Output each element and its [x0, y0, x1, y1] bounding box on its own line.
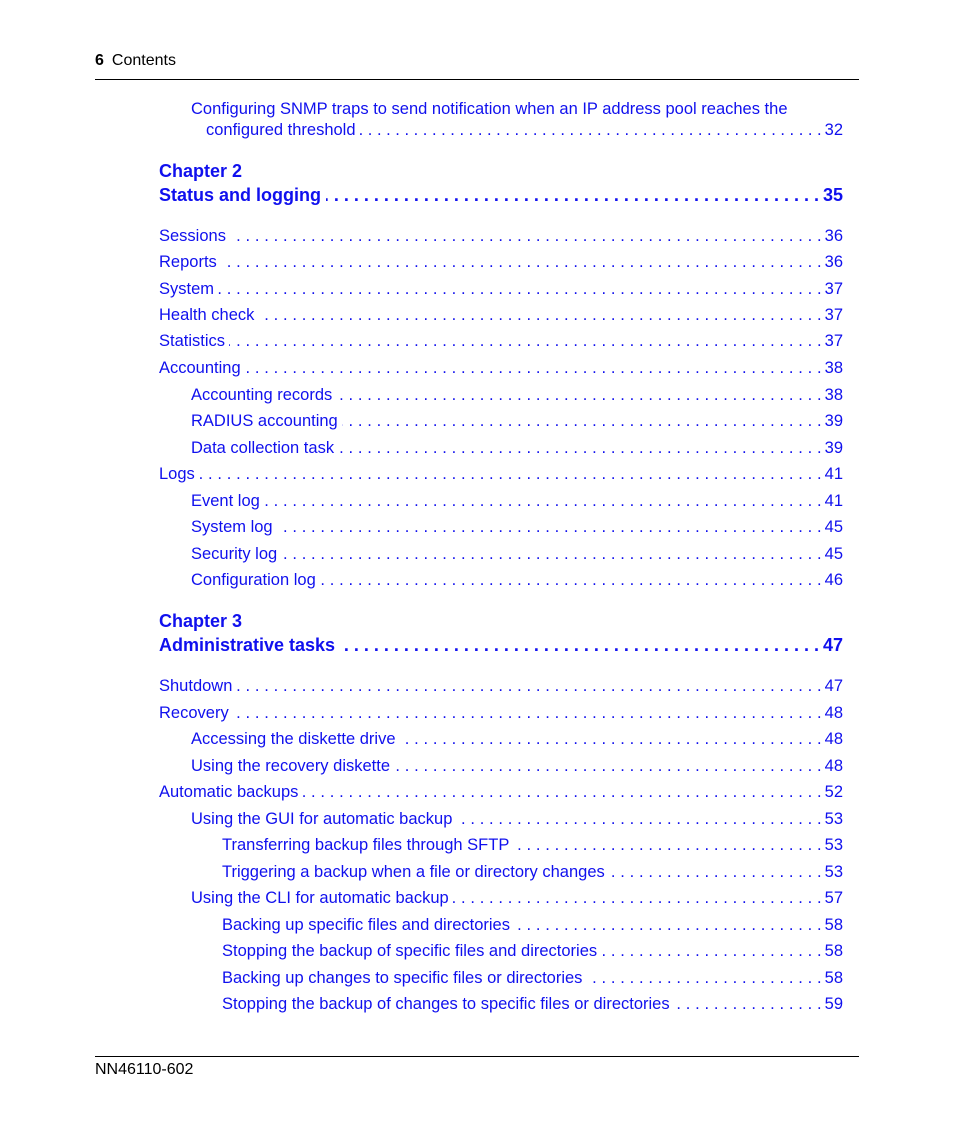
toc-entry-page: 37 [824, 280, 843, 298]
dot-leader [326, 184, 819, 206]
dot-leader [233, 703, 822, 723]
dot-leader [340, 634, 819, 656]
toc-entry-page: 58 [824, 942, 843, 960]
toc-entry-title: Statistics [159, 332, 226, 350]
dot-leader [264, 491, 822, 511]
dot-leader [221, 252, 822, 272]
toc-entry-sessions[interactable] [159, 226, 843, 246]
dot-leader [400, 729, 822, 749]
toc-entry-title: Transferring backup files through SFTP [222, 836, 510, 854]
toc-entry-page: 37 [824, 306, 843, 324]
toc-entry-title: Recovery [159, 704, 229, 722]
toc-entry-snmp-traps[interactable] [191, 99, 843, 141]
toc-entry-page: 48 [824, 730, 843, 748]
chapter-3-label[interactable]: Chapter 3 [159, 611, 243, 631]
toc-entry-title: Automatic backups [159, 783, 299, 801]
toc-entry-page: 38 [824, 359, 843, 377]
toc-entry-title: Sessions [159, 227, 226, 245]
dot-leader [342, 411, 822, 431]
toc-entry-title: Accounting records [191, 386, 333, 404]
toc-entry-page: 39 [824, 439, 843, 457]
chapter-title-text: Status and logging [159, 185, 321, 205]
toc-entry-page: 38 [824, 386, 843, 404]
toc-entry-page: 41 [824, 492, 843, 510]
toc-entry-title: System [159, 280, 215, 298]
toc-entry-logs[interactable] [159, 464, 843, 484]
toc-entry-page: 46 [824, 571, 843, 589]
dot-leader [230, 226, 822, 246]
toc-entry-page: 32 [824, 121, 843, 139]
toc-entry-accessing-diskette-drive[interactable] [191, 729, 843, 749]
dot-leader [338, 438, 822, 458]
dot-leader [674, 994, 822, 1014]
chapter-2-title[interactable] [159, 184, 843, 206]
dot-leader [236, 676, 821, 696]
dot-leader [456, 809, 821, 829]
dot-leader [453, 888, 822, 908]
toc-entry-page: 58 [824, 969, 843, 987]
toc-entry-event-log[interactable] [191, 491, 843, 511]
toc-entry-title: Using the CLI for automatic backup [191, 889, 449, 907]
dot-leader [281, 544, 821, 564]
toc-entry-automatic-backups[interactable] [159, 782, 843, 802]
toc-entry-title: Security log [191, 545, 278, 563]
toc-entry-title: Event log [191, 492, 260, 510]
footer-doc-id: NN46110-602 [95, 1061, 194, 1078]
toc-entry-title: Data collection task [191, 439, 335, 457]
dot-leader [277, 517, 822, 537]
toc-entry-title-line2: configured threshold [206, 121, 356, 139]
dot-leader [218, 279, 822, 299]
toc-entry-page: 45 [824, 518, 843, 536]
dot-leader [229, 331, 822, 351]
toc-entry-radius-accounting[interactable] [191, 411, 843, 431]
toc-entry-system-log[interactable] [191, 517, 843, 537]
toc-entry-page: 53 [824, 810, 843, 828]
toc-entry-triggering-backup[interactable] [222, 862, 843, 882]
toc-entry-page: 39 [824, 412, 843, 430]
toc-entry-using-recovery-diskette[interactable] [191, 756, 843, 776]
chapter-2-label[interactable]: Chapter 2 [159, 161, 243, 181]
chapter-page: 47 [822, 635, 843, 655]
toc-entry-transferring-backup-sftp[interactable] [222, 835, 843, 855]
toc-entry-backing-up-changes[interactable] [222, 968, 843, 988]
chapter-page: 35 [822, 185, 843, 205]
toc-entry-gui-automatic-backup[interactable] [191, 809, 843, 829]
toc-entry-title: Accounting [159, 359, 241, 377]
toc-entry-title: Backing up changes to specific files or directories [222, 969, 583, 987]
dot-leader [360, 120, 822, 141]
toc-entry-title: Accessing the diskette drive [191, 730, 396, 748]
toc-entry-title: System log [191, 518, 273, 536]
dot-leader [514, 915, 822, 935]
toc-entry-page: 59 [824, 995, 843, 1013]
toc-entry-title: Shutdown [159, 677, 233, 695]
dot-leader [609, 862, 822, 882]
dot-leader [258, 305, 821, 325]
toc-entry-title: Configuration log [191, 571, 316, 589]
section-title: Contents [111, 52, 176, 69]
toc-entry-title: Using the recovery diskette [191, 757, 391, 775]
toc-entry-title: Stopping the backup of changes to specific files or directories [222, 995, 670, 1013]
page-number: 6 [95, 52, 104, 69]
toc-entry-page: 36 [824, 253, 843, 271]
chapter-3-title[interactable] [159, 634, 843, 656]
toc-entry-backing-up-specific[interactable] [222, 915, 843, 935]
toc-entry-data-collection-task[interactable] [191, 438, 843, 458]
footer-rule [95, 1056, 859, 1057]
toc-entry-stopping-backup-changes[interactable] [222, 994, 843, 1014]
toc-entry-title: Stopping the backup of specific files and directories [222, 942, 598, 960]
dot-leader [245, 358, 822, 378]
dot-leader [199, 464, 822, 484]
toc-entry-page: 47 [824, 677, 843, 695]
toc-entry-page: 48 [824, 757, 843, 775]
toc-entry-accounting[interactable] [159, 358, 843, 378]
toc-entry-health-check[interactable] [159, 305, 843, 325]
dot-leader [586, 968, 821, 988]
toc-entry-reports[interactable] [159, 252, 843, 272]
toc-entry-page: 45 [824, 545, 843, 563]
toc-entry-page: 52 [824, 783, 843, 801]
dot-leader [336, 385, 821, 405]
dot-leader [302, 782, 821, 802]
toc-entry-page: 58 [824, 916, 843, 934]
toc-entry-title: Health check [159, 306, 255, 324]
toc-entry-accounting-records[interactable] [191, 385, 843, 405]
toc-entry-title: Logs [159, 465, 195, 483]
toc-entry-page: 37 [824, 332, 843, 350]
toc-entry-title: Triggering a backup when a file or directory changes [222, 863, 605, 881]
dot-leader [513, 835, 821, 855]
toc-entry-page: 53 [824, 863, 843, 881]
toc-entry-title: Reports [159, 253, 217, 271]
toc-entry-statistics[interactable] [159, 331, 843, 351]
chapter-title-text: Administrative tasks [159, 635, 336, 655]
toc-entry-shutdown[interactable] [159, 676, 843, 696]
toc-entry-title: Using the GUI for automatic backup [191, 810, 453, 828]
toc-entry-page: 41 [824, 465, 843, 483]
toc-entry-cli-automatic-backup[interactable] [191, 888, 843, 908]
toc-entry-recovery[interactable] [159, 703, 843, 723]
toc-entry-page: 53 [824, 836, 843, 854]
toc-entry-stopping-backup-specific[interactable] [222, 941, 843, 961]
toc-entry-page: 48 [824, 704, 843, 722]
dot-leader [601, 941, 822, 961]
toc-entry-page: 36 [824, 227, 843, 245]
dot-leader [320, 570, 822, 590]
dot-leader [394, 756, 822, 776]
toc-entry-security-log[interactable] [191, 544, 843, 564]
toc-entry-title-line1: Configuring SNMP traps to send notification when an IP address pool reaches the [191, 100, 788, 118]
toc-entry-title: RADIUS accounting [191, 412, 338, 430]
toc-entry-page: 57 [824, 889, 843, 907]
toc-entry-system[interactable] [159, 279, 843, 299]
toc-entry-configuration-log[interactable] [191, 570, 843, 590]
toc-entry-title: Backing up specific files and directories [222, 916, 510, 934]
